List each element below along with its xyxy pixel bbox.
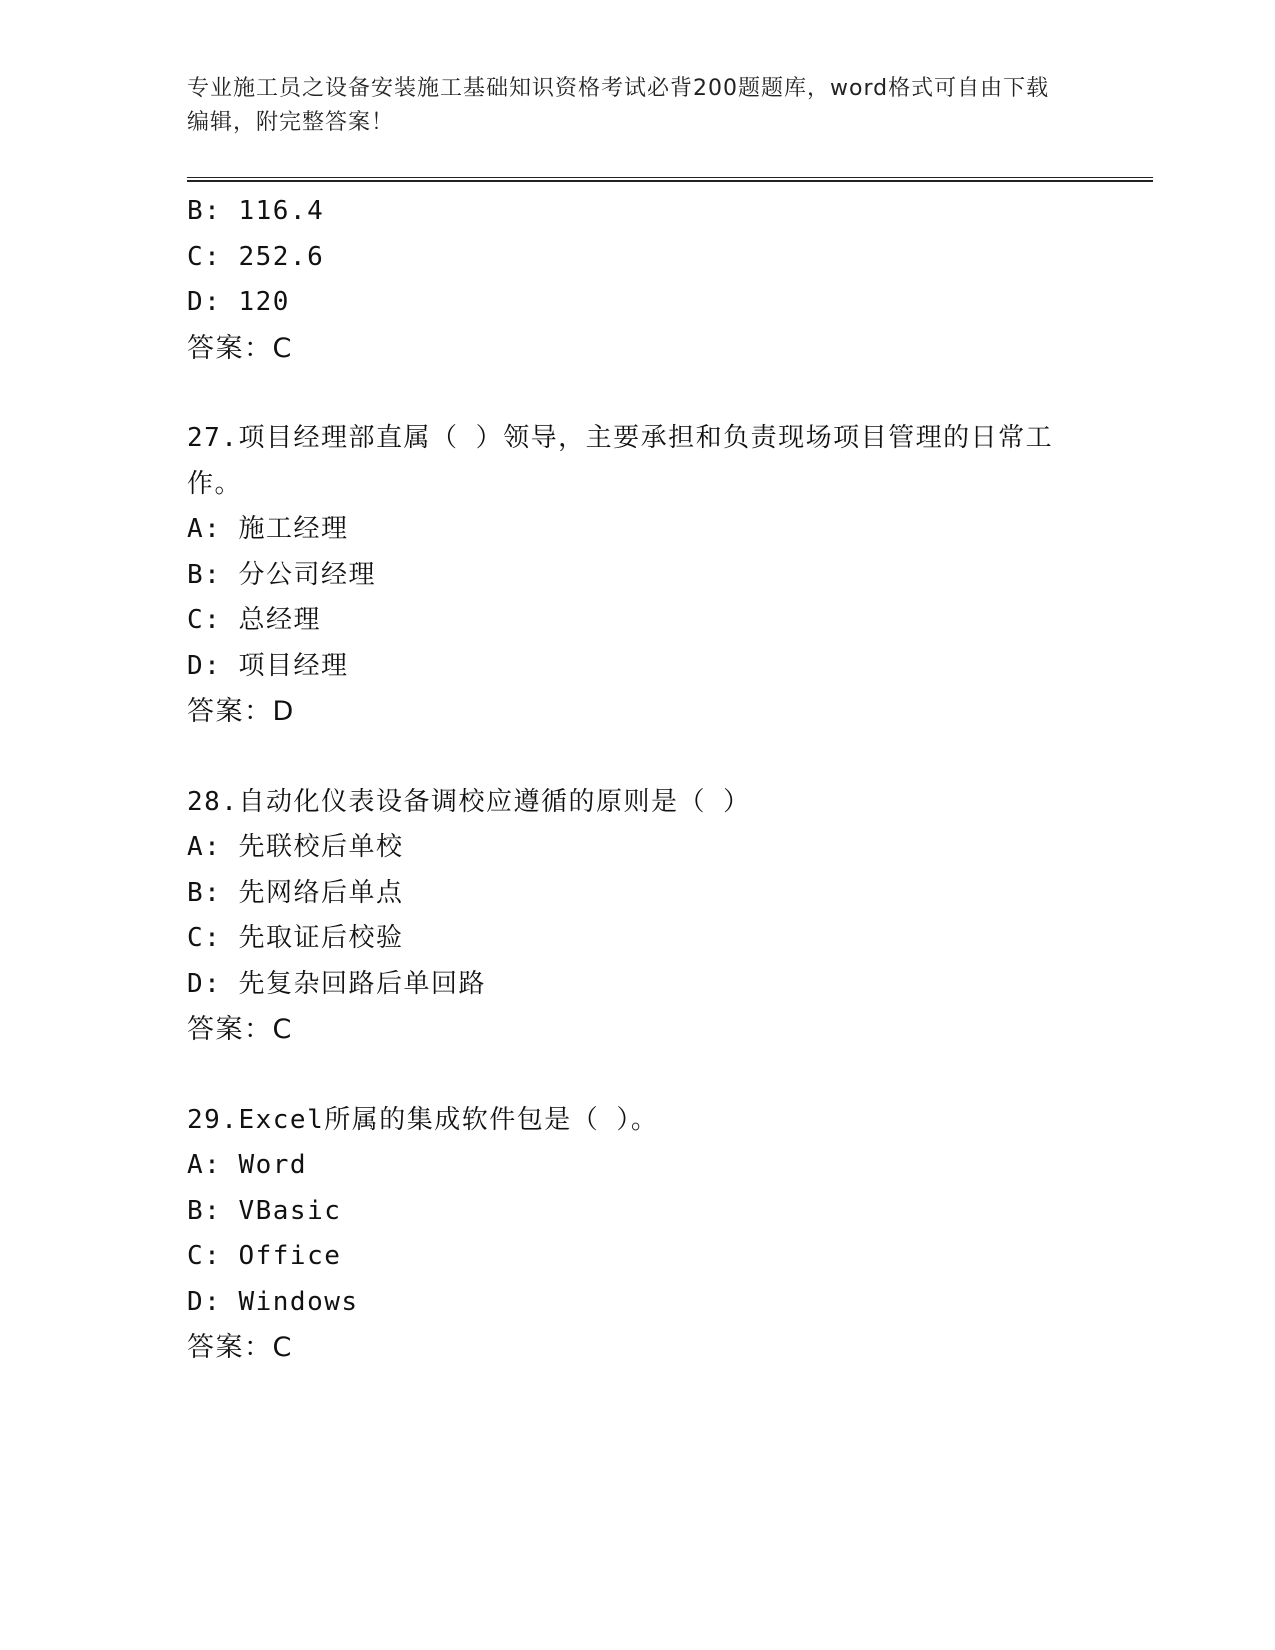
option-a: A: 先联校后单校 — [187, 832, 404, 862]
option-c: C: 总经理 — [187, 605, 321, 635]
option-b: B: VBasic — [187, 1195, 342, 1226]
option-d: D: 120 — [187, 287, 290, 317]
option-b: B: 116.4 — [187, 196, 325, 226]
prev-question-tail — [187, 189, 1087, 371]
question-list — [187, 189, 1087, 1371]
option-d: D: 项目经理 — [187, 650, 349, 681]
spacer — [187, 371, 1087, 416]
question-text: 29.Excel所属的集成软件包是（ ）。 — [187, 1104, 659, 1135]
question-text: 28.自动化仪表设备调校应遵循的原则是（ ） — [187, 786, 751, 817]
option-b: B: 分公司经理 — [187, 559, 376, 590]
option-a: A: 施工经理 — [187, 514, 349, 544]
question-27 — [187, 416, 1087, 735]
question-text: 27.项目经理部直属（ ）领导，主要承担和负责现场项目管理的日常工作。 — [187, 423, 1054, 499]
option-d: D: 先复杂回路后单回路 — [187, 968, 486, 999]
option-c: C: 252.6 — [187, 241, 325, 272]
option-d: D: Windows — [187, 1286, 359, 1317]
header-divider — [187, 177, 1153, 182]
option-b: B: 先网络后单点 — [187, 877, 404, 908]
option-c: C: Office — [187, 1241, 342, 1271]
answer: 答案：C — [187, 332, 293, 364]
answer: 答案：C — [187, 1332, 293, 1363]
spacer — [187, 1053, 1087, 1098]
answer: 答案：C — [187, 1014, 293, 1045]
question-28 — [187, 780, 1087, 1053]
answer: 答案：D — [187, 696, 295, 727]
spacer — [187, 735, 1087, 780]
option-c: C: 先取证后校验 — [187, 923, 404, 953]
question-29 — [187, 1098, 1087, 1371]
header-title: 专业施工员之设备安装施工基础知识资格考试必背200题题库，word格式可自由下载编辑，附完整答案！ — [187, 76, 1050, 135]
page-header — [187, 72, 1067, 140]
option-a: A: Word — [187, 1150, 308, 1180]
